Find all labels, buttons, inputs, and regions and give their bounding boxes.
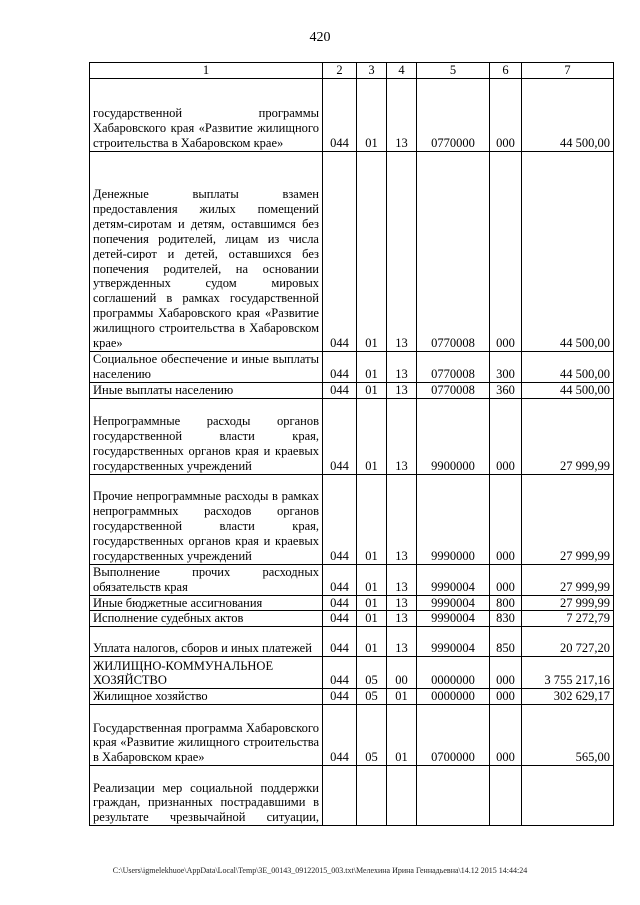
row-name-cell: Иные выплаты населению bbox=[90, 382, 323, 398]
subsection-code-cell: 01 bbox=[387, 705, 417, 766]
table-body bbox=[90, 79, 614, 826]
chapter-code-cell: 01 bbox=[357, 79, 387, 152]
target-item-cell: 9900000 bbox=[417, 398, 490, 474]
table-row bbox=[90, 398, 614, 474]
amount-cell: 44 500,00 bbox=[522, 152, 614, 352]
target-item-cell: 0000000 bbox=[417, 689, 490, 705]
row-name-cell: Социальное обеспечение и иные выплаты населению bbox=[90, 352, 323, 383]
target-item-cell: 9990004 bbox=[417, 611, 490, 627]
table-row bbox=[90, 705, 614, 766]
column-header: 1 bbox=[90, 63, 323, 79]
chapter-code-cell: 05 bbox=[357, 705, 387, 766]
column-header: 6 bbox=[490, 63, 522, 79]
table-row bbox=[90, 766, 614, 826]
row-name-cell: Прочие непрограммные расходы в рамках непрограммных расходов органов государственной власти края, государственных органов края и краевых государственных учреждений bbox=[90, 474, 323, 564]
subsection-code-cell: 13 bbox=[387, 611, 417, 627]
target-item-cell: 0770008 bbox=[417, 152, 490, 352]
chapter-code-cell: 01 bbox=[357, 627, 387, 657]
row-name-cell: государственной программы Хабаровского края «Развитие жилищного строительства в Хабаровском крае» bbox=[90, 79, 323, 152]
target-item-cell: 9990004 bbox=[417, 595, 490, 611]
amount-cell: 27 999,99 bbox=[522, 595, 614, 611]
chapter-code-cell: 01 bbox=[357, 352, 387, 383]
table-row bbox=[90, 352, 614, 383]
row-name-cell: Государственная программа Хабаровского края «Развитие жилищного строительства в Хабаровском крае» bbox=[90, 705, 323, 766]
expense-type-cell: 000 bbox=[490, 474, 522, 564]
section-code-cell: 044 bbox=[323, 474, 357, 564]
row-name-cell: Уплата налогов, сборов и иных платежей bbox=[90, 627, 323, 657]
row-name-cell: Жилищное хозяйство bbox=[90, 689, 323, 705]
expense-type-cell: 000 bbox=[490, 689, 522, 705]
expense-type-cell: 000 bbox=[490, 79, 522, 152]
column-header: 4 bbox=[387, 63, 417, 79]
expense-type-cell: 000 bbox=[490, 398, 522, 474]
subsection-code-cell: 13 bbox=[387, 474, 417, 564]
section-code-cell: 044 bbox=[323, 352, 357, 383]
chapter-code-cell: 01 bbox=[357, 398, 387, 474]
table-row bbox=[90, 79, 614, 152]
table-row bbox=[90, 564, 614, 595]
chapter-code-cell: 01 bbox=[357, 474, 387, 564]
amount-cell: 565,00 bbox=[522, 705, 614, 766]
table-row bbox=[90, 595, 614, 611]
row-name-cell: Реализации мер социальной поддержки граждан, признанных пострадавшими в результате чрезвычайной ситуации, bbox=[90, 766, 323, 826]
amount-cell: 3 755 217,16 bbox=[522, 657, 614, 689]
file-path-footer: C:\Users\igmelekhuoe\AppData\Local\Temp\3E_00143_09122015_003.txt\Мелехина Ирина Геннадьевна\14.12 2015 14:44:24 bbox=[112, 866, 528, 875]
expense-type-cell: 000 bbox=[490, 657, 522, 689]
subsection-code-cell: 13 bbox=[387, 382, 417, 398]
subsection-code-cell: 01 bbox=[387, 689, 417, 705]
chapter-code-cell: 01 bbox=[357, 611, 387, 627]
expense-type-cell: 850 bbox=[490, 627, 522, 657]
row-name-cell: Исполнение судебных актов bbox=[90, 611, 323, 627]
row-name-cell: Непрограммные расходы органов государственной власти края, государственных органов края и краевых государственных учреждений bbox=[90, 398, 323, 474]
section-code-cell bbox=[323, 766, 357, 826]
target-item-cell: 9990000 bbox=[417, 474, 490, 564]
target-item-cell: 0770008 bbox=[417, 352, 490, 383]
amount-cell: 7 272,79 bbox=[522, 611, 614, 627]
subsection-code-cell: 13 bbox=[387, 564, 417, 595]
expense-type-cell: 300 bbox=[490, 352, 522, 383]
amount-cell bbox=[522, 766, 614, 826]
column-header: 2 bbox=[323, 63, 357, 79]
budget-table bbox=[89, 62, 614, 826]
target-item-cell: 0770000 bbox=[417, 79, 490, 152]
amount-cell: 20 727,20 bbox=[522, 627, 614, 657]
expense-type-cell: 800 bbox=[490, 595, 522, 611]
target-item-cell bbox=[417, 766, 490, 826]
row-name-cell: Иные бюджетные ассигнования bbox=[90, 595, 323, 611]
table-header-row bbox=[90, 63, 614, 79]
table-row bbox=[90, 657, 614, 689]
section-code-cell: 044 bbox=[323, 564, 357, 595]
section-code-cell: 044 bbox=[323, 382, 357, 398]
subsection-code-cell: 13 bbox=[387, 352, 417, 383]
target-item-cell: 9990004 bbox=[417, 564, 490, 595]
section-code-cell: 044 bbox=[323, 611, 357, 627]
table-row bbox=[90, 611, 614, 627]
column-header: 7 bbox=[522, 63, 614, 79]
expense-type-cell bbox=[490, 766, 522, 826]
target-item-cell: 9990004 bbox=[417, 627, 490, 657]
chapter-code-cell: 05 bbox=[357, 657, 387, 689]
section-code-cell: 044 bbox=[323, 705, 357, 766]
table-row bbox=[90, 474, 614, 564]
table-row bbox=[90, 627, 614, 657]
chapter-code-cell: 01 bbox=[357, 595, 387, 611]
column-header: 5 bbox=[417, 63, 490, 79]
row-name-cell: Выполнение прочих расходных обязательств края bbox=[90, 564, 323, 595]
subsection-code-cell: 13 bbox=[387, 79, 417, 152]
amount-cell: 27 999,99 bbox=[522, 564, 614, 595]
amount-cell: 27 999,99 bbox=[522, 474, 614, 564]
amount-cell: 44 500,00 bbox=[522, 79, 614, 152]
expense-type-cell: 000 bbox=[490, 152, 522, 352]
target-item-cell: 0770008 bbox=[417, 382, 490, 398]
expense-type-cell: 000 bbox=[490, 705, 522, 766]
target-item-cell: 0700000 bbox=[417, 705, 490, 766]
table-row bbox=[90, 152, 614, 352]
page-number: 420 bbox=[309, 30, 331, 45]
table-row bbox=[90, 382, 614, 398]
section-code-cell: 044 bbox=[323, 657, 357, 689]
expense-type-cell: 000 bbox=[490, 564, 522, 595]
section-code-cell: 044 bbox=[323, 79, 357, 152]
row-name-cell: ЖИЛИЩНО-КОММУНАЛЬНОЕ ХОЗЯЙСТВО bbox=[90, 657, 323, 689]
amount-cell: 302 629,17 bbox=[522, 689, 614, 705]
section-code-cell: 044 bbox=[323, 595, 357, 611]
chapter-code-cell: 01 bbox=[357, 564, 387, 595]
subsection-code-cell: 13 bbox=[387, 152, 417, 352]
table-row bbox=[90, 689, 614, 705]
target-item-cell: 0000000 bbox=[417, 657, 490, 689]
subsection-code-cell: 13 bbox=[387, 398, 417, 474]
row-name-cell: Денежные выплаты взамен предоставления жилых помещений детям-сиротам и детям, оставшимся без попечения родителей, лицам из числа детей-сирот и детей, оставшихся без попечения родителей, на основании утвержденных судом мировых соглашений в рамках государственной программы Хабаровского края «Развитие жилищного строительства в Хабаровском крае» bbox=[90, 152, 323, 352]
chapter-code-cell bbox=[357, 766, 387, 826]
chapter-code-cell: 01 bbox=[357, 152, 387, 352]
subsection-code-cell: 13 bbox=[387, 595, 417, 611]
section-code-cell: 044 bbox=[323, 689, 357, 705]
section-code-cell: 044 bbox=[323, 152, 357, 352]
amount-cell: 44 500,00 bbox=[522, 352, 614, 383]
section-code-cell: 044 bbox=[323, 627, 357, 657]
column-header: 3 bbox=[357, 63, 387, 79]
expense-type-cell: 360 bbox=[490, 382, 522, 398]
amount-cell: 44 500,00 bbox=[522, 382, 614, 398]
subsection-code-cell bbox=[387, 766, 417, 826]
subsection-code-cell: 13 bbox=[387, 627, 417, 657]
expense-type-cell: 830 bbox=[490, 611, 522, 627]
chapter-code-cell: 01 bbox=[357, 382, 387, 398]
subsection-code-cell: 00 bbox=[387, 657, 417, 689]
section-code-cell: 044 bbox=[323, 398, 357, 474]
amount-cell: 27 999,99 bbox=[522, 398, 614, 474]
chapter-code-cell: 05 bbox=[357, 689, 387, 705]
